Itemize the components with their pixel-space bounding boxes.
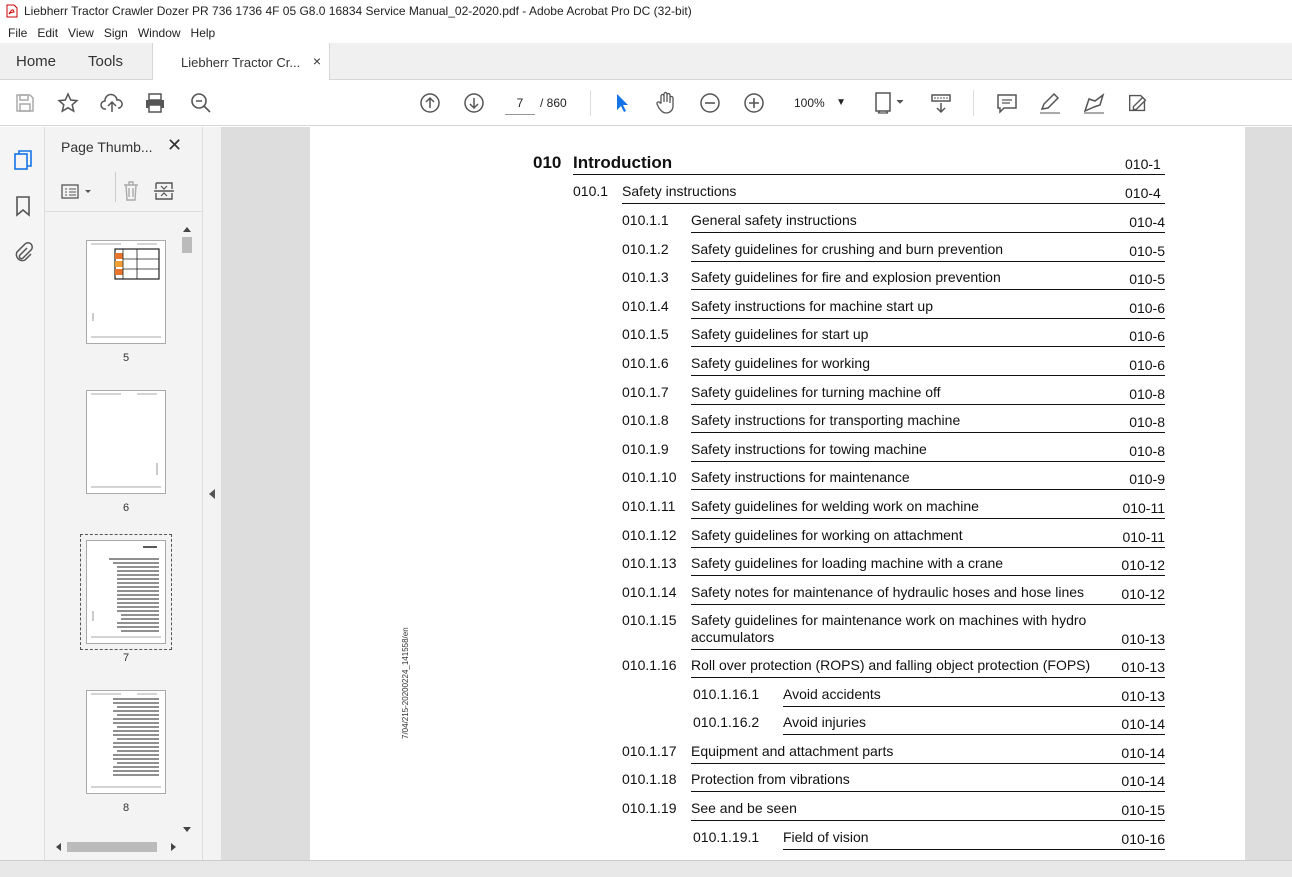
- trash-icon[interactable]: [121, 180, 141, 207]
- toc-entry-page: 010-13: [1121, 631, 1165, 648]
- thumbnail-label-7: 7: [122, 652, 130, 664]
- toc-rule: [691, 461, 1165, 462]
- toc-entry-number: 010.1.6: [622, 355, 669, 371]
- toc-rule: [691, 677, 1165, 678]
- toc-rule: [783, 849, 1165, 850]
- title-bar: [0, 0, 1292, 22]
- toc-entry-title[interactable]: Safety guidelines for fire and explosion prevention: [691, 269, 1001, 286]
- toc-entry-page: 010-6: [1129, 299, 1165, 316]
- toc-entry-number: 010.1.5: [622, 326, 669, 343]
- toc-entry-number: 010.1.14: [622, 583, 677, 600]
- toc-rule: [691, 375, 1165, 376]
- toc-rule: [691, 763, 1165, 764]
- toc-rule: [691, 489, 1165, 490]
- toc-entry-page: 010-13: [1121, 687, 1165, 704]
- star-icon[interactable]: [56, 91, 80, 115]
- menu-edit[interactable]: Edit: [37, 25, 59, 40]
- hand-tool-icon[interactable]: [654, 91, 678, 115]
- toc-entry-number: 010.1.19: [622, 800, 677, 816]
- bookmark-icon[interactable]: [12, 195, 34, 217]
- toc-entry-page: 010-6: [1129, 357, 1165, 373]
- menu-file[interactable]: File: [8, 25, 28, 40]
- toc-entry-number: 010.1.7: [622, 383, 669, 400]
- zoom-value: 100%: [794, 96, 825, 110]
- toc-entry-page: 010-12: [1121, 585, 1165, 602]
- chapter-page: 010-1: [1125, 156, 1161, 172]
- toc-entry-number: 010.1.15: [622, 612, 677, 629]
- draw-pen-icon[interactable]: [1082, 91, 1106, 115]
- toc-entry-number: 010.1.12: [622, 526, 677, 543]
- horizontal-scrollbar[interactable]: [53, 839, 179, 855]
- zoom-out-icon[interactable]: [698, 91, 722, 115]
- toc-entry-number: 010.1.10: [622, 469, 677, 486]
- select-cursor-icon[interactable]: [610, 91, 634, 115]
- pdf-page: [310, 127, 1245, 860]
- section-number: 010.1: [573, 183, 609, 199]
- toc-entry-number: 010.1.16.2: [693, 714, 760, 731]
- menu-window[interactable]: Window: [137, 25, 181, 40]
- options-menu-icon[interactable]: [61, 182, 93, 207]
- toc-entry-title[interactable]: Safety notes for maintenance of hydraulic hoses and hose lines: [691, 583, 1085, 600]
- pdf-file-icon: [6, 4, 18, 18]
- menu-bar: [0, 22, 1292, 43]
- toc-entry-page: 010-8: [1129, 385, 1165, 402]
- toc-entry-title[interactable]: Field of vision: [783, 828, 869, 845]
- toc-entry-page: 010-4: [1129, 214, 1165, 230]
- toc-entry-number: 010.1.19.1: [693, 828, 760, 845]
- toc-entry-title[interactable]: Avoid injuries: [783, 714, 867, 731]
- fill-sign-icon[interactable]: [1126, 91, 1150, 115]
- toolbar: [0, 80, 1292, 126]
- toc-entry-page: 010-14: [1121, 773, 1165, 790]
- page-thumbnail-8[interactable]: [86, 690, 166, 794]
- page-fit-icon[interactable]: [872, 91, 908, 115]
- toc-rule: [783, 706, 1165, 707]
- toc-entry-title[interactable]: Equipment and attachment parts: [691, 742, 894, 759]
- thumbnail-label-6: 6: [122, 502, 130, 514]
- toc-rule: [691, 432, 1165, 433]
- previous-page-icon[interactable]: [418, 91, 442, 115]
- collapse-panel-handle[interactable]: [203, 127, 221, 860]
- toc-entry-number: 010.1.1: [622, 212, 669, 228]
- taskbar: [0, 860, 1292, 877]
- vertical-scrollbar[interactable]: [180, 220, 194, 840]
- close-panel-icon[interactable]: ✕: [167, 135, 183, 155]
- tab-home[interactable]: Home: [16, 53, 57, 70]
- print-icon[interactable]: [143, 91, 167, 115]
- chapter-rule: [573, 174, 1165, 175]
- chevron-down-icon: ▼: [836, 97, 846, 108]
- toc-rule: [691, 318, 1165, 319]
- toc-entry-title[interactable]: Safety guidelines for turning machine off: [691, 383, 941, 400]
- toc-entry-number: 010.1.3: [622, 269, 669, 286]
- extract-pages-icon[interactable]: [153, 180, 175, 207]
- chevron-left-icon[interactable]: [208, 487, 216, 505]
- toc-rule: [691, 346, 1165, 347]
- panel-toolbar: [45, 172, 203, 212]
- toc-entry-page: 010-16: [1121, 830, 1165, 847]
- chapter-title[interactable]: Introduction: [573, 153, 673, 172]
- next-page-icon[interactable]: [462, 91, 486, 115]
- toc-entry-title-continued[interactable]: accumulators: [691, 629, 775, 646]
- toc-rule: [691, 547, 1165, 548]
- tab-document[interactable]: [152, 43, 330, 80]
- toc-entry-title[interactable]: Safety instructions for towing machine: [691, 440, 927, 457]
- toc-entry-page: 010-8: [1129, 442, 1165, 459]
- toc-entry-title[interactable]: Safety instructions for transporting machine: [691, 412, 961, 429]
- toc-entry-title[interactable]: Safety guidelines for welding work on machine: [691, 498, 979, 514]
- toc-entry-title[interactable]: Safety guidelines for working on attachment: [691, 526, 963, 543]
- zoom-search-icon[interactable]: [189, 91, 213, 115]
- toc-entry-title[interactable]: Safety guidelines for crushing and burn prevention: [691, 240, 1004, 257]
- toc-entry-title[interactable]: Safety instructions for maintenance: [691, 469, 910, 486]
- page-thumbnail-5[interactable]: [86, 240, 166, 344]
- zoom-select[interactable]: [788, 93, 852, 115]
- thumbnail-panel: [45, 127, 203, 860]
- panel-title: Page Thumb...: [61, 139, 153, 155]
- toc-entry-number: 010.1.11: [622, 498, 676, 514]
- toc-entry-page: 010-14: [1121, 744, 1165, 761]
- window-title: Liebherr Tractor Crawler Dozer PR 736 1736 4F 05 G8.0 16834 Service Manual_02-2020.pdf - Adobe Acrobat Pro DC (32-bit): [24, 4, 692, 18]
- zoom-in-icon[interactable]: [742, 91, 766, 115]
- toc-rule: [691, 232, 1165, 233]
- chapter-number: 010: [533, 153, 562, 172]
- toc-entry-number: 010.1.13: [622, 555, 677, 572]
- toc-entry-number: 010.1.18: [622, 771, 677, 788]
- scroll-mode-icon[interactable]: [929, 91, 953, 115]
- thumbnail-label-8: 8: [122, 802, 130, 814]
- page-thumbnail-7[interactable]: [86, 540, 166, 644]
- toc-entry-page: 010-11: [1122, 500, 1165, 516]
- menu-help[interactable]: Help: [190, 25, 216, 40]
- toc-rule: [691, 649, 1165, 650]
- save-icon[interactable]: [13, 91, 37, 115]
- attachment-icon[interactable]: [12, 241, 34, 263]
- toc-entry-title[interactable]: See and be seen: [691, 800, 797, 816]
- section-page: 010-4: [1125, 185, 1161, 201]
- upload-cloud-icon[interactable]: [100, 91, 124, 115]
- toc-entry-title[interactable]: Safety instructions for machine start up: [691, 297, 933, 314]
- page-total: / 860: [540, 96, 567, 110]
- toc-entry-page: 010-8: [1129, 414, 1165, 431]
- toc-entry-number: 010.1.4: [622, 297, 669, 314]
- toc-entry-page: 010-11: [1122, 528, 1165, 545]
- toc-entry-title[interactable]: Safety guidelines for start up: [691, 326, 869, 343]
- toc-entry-page: 010-6: [1129, 328, 1165, 345]
- menu-view[interactable]: View: [68, 25, 94, 40]
- page-thumbnails-icon[interactable]: [12, 149, 34, 171]
- section-rule: [622, 203, 1165, 204]
- toc-entry-number: 010.1.16: [622, 657, 677, 673]
- toc-rule: [691, 791, 1165, 792]
- toc-entry-page: 010-5: [1129, 271, 1165, 288]
- page-thumbnail-6[interactable]: [86, 390, 166, 494]
- toc-entry-number: 010.1.9: [622, 440, 669, 457]
- toc-entry-page: 010-14: [1121, 716, 1165, 733]
- toc-entry-title[interactable]: Roll over protection (ROPS) and falling object protection (FOPS): [691, 657, 1091, 673]
- tab-document-label: Liebherr Tractor Cr...: [181, 55, 301, 70]
- toc-entry-number: 010.1.17: [622, 742, 677, 759]
- toc-rule: [691, 604, 1165, 605]
- toc-rule: [691, 820, 1165, 821]
- toc-entry-page: 010-9: [1129, 471, 1165, 488]
- left-rail: [0, 127, 45, 860]
- close-tab-icon[interactable]: ×: [312, 53, 321, 69]
- toc-entry-number: 010.1.8: [622, 412, 669, 429]
- toc-entry-title[interactable]: Avoid accidents: [783, 685, 881, 702]
- toc-entry-title[interactable]: Safety guidelines for working: [691, 355, 870, 371]
- toc-entry-number: 010.1.2: [622, 240, 669, 257]
- toc-entry-title[interactable]: Protection from vibrations: [691, 771, 850, 788]
- toc-entry-title[interactable]: General safety instructions: [691, 212, 857, 228]
- toc-rule: [691, 404, 1165, 405]
- tab-bar: [0, 43, 1292, 80]
- toc-entry-page: 010-15: [1121, 802, 1165, 818]
- toc-entry-page: 010-5: [1129, 242, 1165, 259]
- highlight-pen-icon[interactable]: [1038, 91, 1062, 115]
- section-title[interactable]: Safety instructions: [622, 183, 737, 199]
- toc-entry-title[interactable]: Safety guidelines for loading machine with a crane: [691, 555, 1004, 572]
- toc-entry-page: 010-13: [1121, 659, 1165, 675]
- toc-rule: [691, 575, 1165, 576]
- toc-rule: [691, 261, 1165, 262]
- page-number-input[interactable]: 7: [505, 93, 535, 115]
- page-stamp: 7/04/215-20200224_141558/en: [401, 627, 410, 739]
- comment-icon[interactable]: [995, 91, 1019, 115]
- toc-entry-number: 010.1.16.1: [693, 685, 760, 702]
- toc-rule: [691, 518, 1165, 519]
- document-view[interactable]: [221, 127, 1292, 860]
- tab-tools[interactable]: Tools: [88, 53, 124, 70]
- toc-entry-page: 010-12: [1121, 557, 1165, 574]
- toc-entry-title[interactable]: Safety guidelines for maintenance work on machines with hydro: [691, 612, 1087, 629]
- toc-rule: [691, 289, 1165, 290]
- menu-sign[interactable]: Sign: [103, 25, 128, 40]
- toc-rule: [783, 734, 1165, 735]
- thumbnail-label-5: 5: [122, 352, 130, 364]
